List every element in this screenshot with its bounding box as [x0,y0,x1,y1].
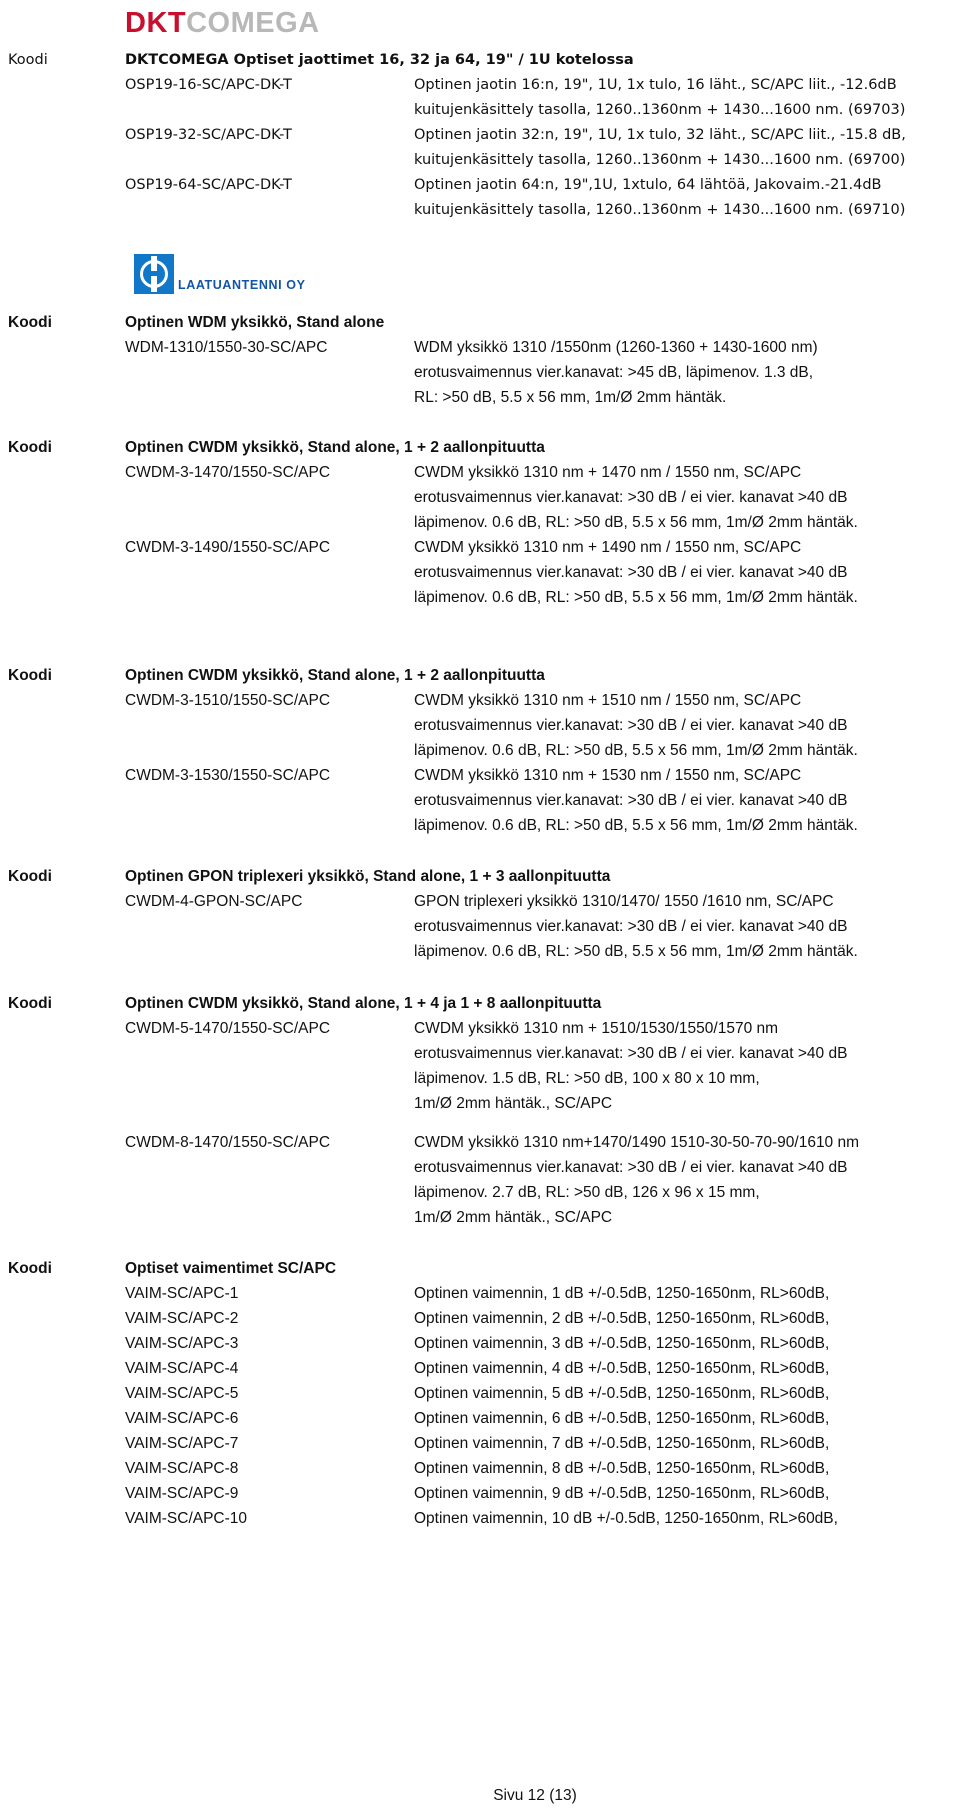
product-desc-line: Optinen vaimennin, 10 dB +/-0.5dB, 1250-1650nm, RL>60dB, [414,1510,838,1527]
product-desc-line: kuitujenkäsittely tasolla, 1260..1360nm + 1430...1600 nm. (69710) [414,202,906,218]
product-desc-line: erotusvaimennus vier.kanavat: >30 dB / ei vier. kanavat >40 dB [414,564,848,581]
product-code: VAIM-SC/APC-8 [125,1460,239,1477]
product-code: VAIM-SC/APC-1 [125,1285,239,1302]
product-code: CWDM-8-1470/1550-SC/APC [125,1134,331,1151]
product-code: CWDM-4-GPON-SC/APC [125,893,303,910]
product-desc-line: erotusvaimennus vier.kanavat: >30 dB / ei vier. kanavat >40 dB [414,918,848,935]
product-desc-line: kuitujenkäsittely tasolla, 1260..1360nm + 1430...1600 nm. (69700) [414,152,906,168]
koodi-label: Koodi [8,52,48,68]
product-desc-line: läpimenov. 0.6 dB, RL: >50 dB, 5.5 x 56 mm, 1m/Ø 2mm häntäk. [414,742,858,759]
product-code: VAIM-SC/APC-7 [125,1435,239,1452]
product-desc-line: 1m/Ø 2mm häntäk., SC/APC [414,1095,613,1112]
section-heading: Optinen WDM yksikkö, Stand alone [125,314,385,331]
product-desc-line: läpimenov. 0.6 dB, RL: >50 dB, 5.5 x 56 mm, 1m/Ø 2mm häntäk. [414,514,858,531]
section-heading: Optinen CWDM yksikkö, Stand alone, 1 + 2 aallonpituutta [125,439,545,456]
product-desc-line: Optinen vaimennin, 6 dB +/-0.5dB, 1250-1650nm, RL>60dB, [414,1410,830,1427]
product-desc-line: erotusvaimennus vier.kanavat: >30 dB / ei vier. kanavat >40 dB [414,489,848,506]
product-code: OSP19-32-SC/APC-DK-T [125,127,292,143]
dktcomega-logo [125,6,320,40]
product-code: VAIM-SC/APC-6 [125,1410,239,1427]
product-desc-line: erotusvaimennus vier.kanavat: >45 dB, läpimenov. 1.3 dB, [414,364,814,381]
product-code: CWDM-3-1510/1550-SC/APC [125,692,331,709]
product-desc-line: Optinen jaotin 16:n, 19", 1U, 1x tulo, 16 läht., SC/APC liit., -12.6dB [414,77,897,93]
product-code: CWDM-5-1470/1550-SC/APC [125,1020,331,1037]
dktcomega-logo-part1: DKT [125,7,187,39]
product-desc-line: Optinen vaimennin, 3 dB +/-0.5dB, 1250-1650nm, RL>60dB, [414,1335,830,1352]
product-desc-line: Optinen vaimennin, 7 dB +/-0.5dB, 1250-1650nm, RL>60dB, [414,1435,830,1452]
koodi-label: Koodi [8,995,52,1012]
product-code: VAIM-SC/APC-3 [125,1335,239,1352]
product-code: VAIM-SC/APC-9 [125,1485,239,1502]
product-desc-line: CWDM yksikkö 1310 nm + 1510/1530/1550/1570 nm [414,1020,779,1037]
product-code: CWDM-3-1530/1550-SC/APC [125,767,331,784]
product-desc-line: erotusvaimennus vier.kanavat: >30 dB / ei vier. kanavat >40 dB [414,1159,848,1176]
product-desc-line: GPON triplexeri yksikkö 1310/1470/ 1550 /1610 nm, SC/APC [414,893,834,910]
product-desc-line: CWDM yksikkö 1310 nm + 1510 nm / 1550 nm, SC/APC [414,692,802,709]
product-desc-line: läpimenov. 1.5 dB, RL: >50 dB, 100 x 80 x 10 mm, [414,1070,760,1087]
page-number: Sivu 12 (13) [493,1787,577,1804]
koodi-label: Koodi [8,314,52,331]
product-desc-line: erotusvaimennus vier.kanavat: >30 dB / ei vier. kanavat >40 dB [414,792,848,809]
product-desc-line: erotusvaimennus vier.kanavat: >30 dB / ei vier. kanavat >40 dB [414,717,848,734]
product-desc-line: Optinen vaimennin, 8 dB +/-0.5dB, 1250-1650nm, RL>60dB, [414,1460,830,1477]
product-desc-line: CWDM yksikkö 1310 nm + 1470 nm / 1550 nm, SC/APC [414,464,802,481]
dktcomega-logo-part2: COMEGA [186,7,320,39]
product-desc-line: läpimenov. 0.6 dB, RL: >50 dB, 5.5 x 56 mm, 1m/Ø 2mm häntäk. [414,589,858,606]
product-desc-line: WDM yksikkö 1310 /1550nm (1260-1360 + 1430-1600 nm) [414,339,818,356]
page-footer [0,1787,960,1805]
product-code: WDM-1310/1550-30-SC/APC [125,339,328,356]
laatuantenni-logo-mark [134,254,174,294]
koodi-label: Koodi [8,667,52,684]
product-code: OSP19-64-SC/APC-DK-T [125,177,292,193]
product-desc-line: Optinen vaimennin, 9 dB +/-0.5dB, 1250-1650nm, RL>60dB, [414,1485,830,1502]
product-desc-line: Optinen jaotin 64:n, 19",1U, 1xtulo, 64 lähtöä, Jakovaim.-21.4dB [414,177,882,193]
product-desc-line: läpimenov. 2.7 dB, RL: >50 dB, 126 x 96 x 15 mm, [414,1184,760,1201]
koodi-label: Koodi [8,868,52,885]
product-code: VAIM-SC/APC-4 [125,1360,239,1377]
product-code: OSP19-16-SC/APC-DK-T [125,77,292,93]
product-desc-line: läpimenov. 0.6 dB, RL: >50 dB, 5.5 x 56 mm, 1m/Ø 2mm häntäk. [414,817,858,834]
section-heading: Optinen GPON triplexeri yksikkö, Stand alone, 1 + 3 aallonpituutta [125,868,611,885]
product-desc-line: RL: >50 dB, 5.5 x 56 mm, 1m/Ø 2mm häntäk. [414,389,727,406]
section-heading: Optinen CWDM yksikkö, Stand alone, 1 + 2 aallonpituutta [125,667,545,684]
product-desc-line: kuitujenkäsittely tasolla, 1260..1360nm + 1430...1600 nm. (69703) [414,102,906,118]
product-desc-line: Optinen vaimennin, 1 dB +/-0.5dB, 1250-1650nm, RL>60dB, [414,1285,830,1302]
product-desc-line: CWDM yksikkö 1310 nm + 1530 nm / 1550 nm, SC/APC [414,767,802,784]
product-desc-line: CWDM yksikkö 1310 nm+1470/1490 1510-30-50-70-90/1610 nm [414,1134,860,1151]
laatuantenni-logo-text: LAATUANTENNI OY [178,278,306,292]
product-desc-line: Optinen vaimennin, 4 dB +/-0.5dB, 1250-1650nm, RL>60dB, [414,1360,830,1377]
product-desc-line: Optinen jaotin 32:n, 19", 1U, 1x tulo, 32 läht., SC/APC liit., -15.8 dB, [414,127,906,143]
laatuantenni-logo [134,250,319,298]
product-desc-line: 1m/Ø 2mm häntäk., SC/APC [414,1209,613,1226]
product-desc-line: Optinen vaimennin, 2 dB +/-0.5dB, 1250-1650nm, RL>60dB, [414,1310,830,1327]
section-heading: Optiset vaimentimet SC/APC [125,1260,337,1277]
koodi-label: Koodi [8,439,52,456]
section-heading: DKTCOMEGA Optiset jaottimet 16, 32 ja 64, 19" / 1U kotelossa [125,52,634,68]
product-desc-line: CWDM yksikkö 1310 nm + 1490 nm / 1550 nm, SC/APC [414,539,802,556]
product-desc-line: Optinen vaimennin, 5 dB +/-0.5dB, 1250-1650nm, RL>60dB, [414,1385,830,1402]
product-code: VAIM-SC/APC-10 [125,1510,248,1527]
product-desc-line: erotusvaimennus vier.kanavat: >30 dB / ei vier. kanavat >40 dB [414,1045,848,1062]
product-code: VAIM-SC/APC-5 [125,1385,239,1402]
product-code: VAIM-SC/APC-2 [125,1310,239,1327]
product-code: CWDM-3-1490/1550-SC/APC [125,539,331,556]
product-code: CWDM-3-1470/1550-SC/APC [125,464,331,481]
product-desc-line: läpimenov. 0.6 dB, RL: >50 dB, 5.5 x 56 mm, 1m/Ø 2mm häntäk. [414,943,858,960]
section-heading: Optinen CWDM yksikkö, Stand alone, 1 + 4 ja 1 + 8 aallonpituutta [125,995,602,1012]
koodi-label: Koodi [8,1260,52,1277]
